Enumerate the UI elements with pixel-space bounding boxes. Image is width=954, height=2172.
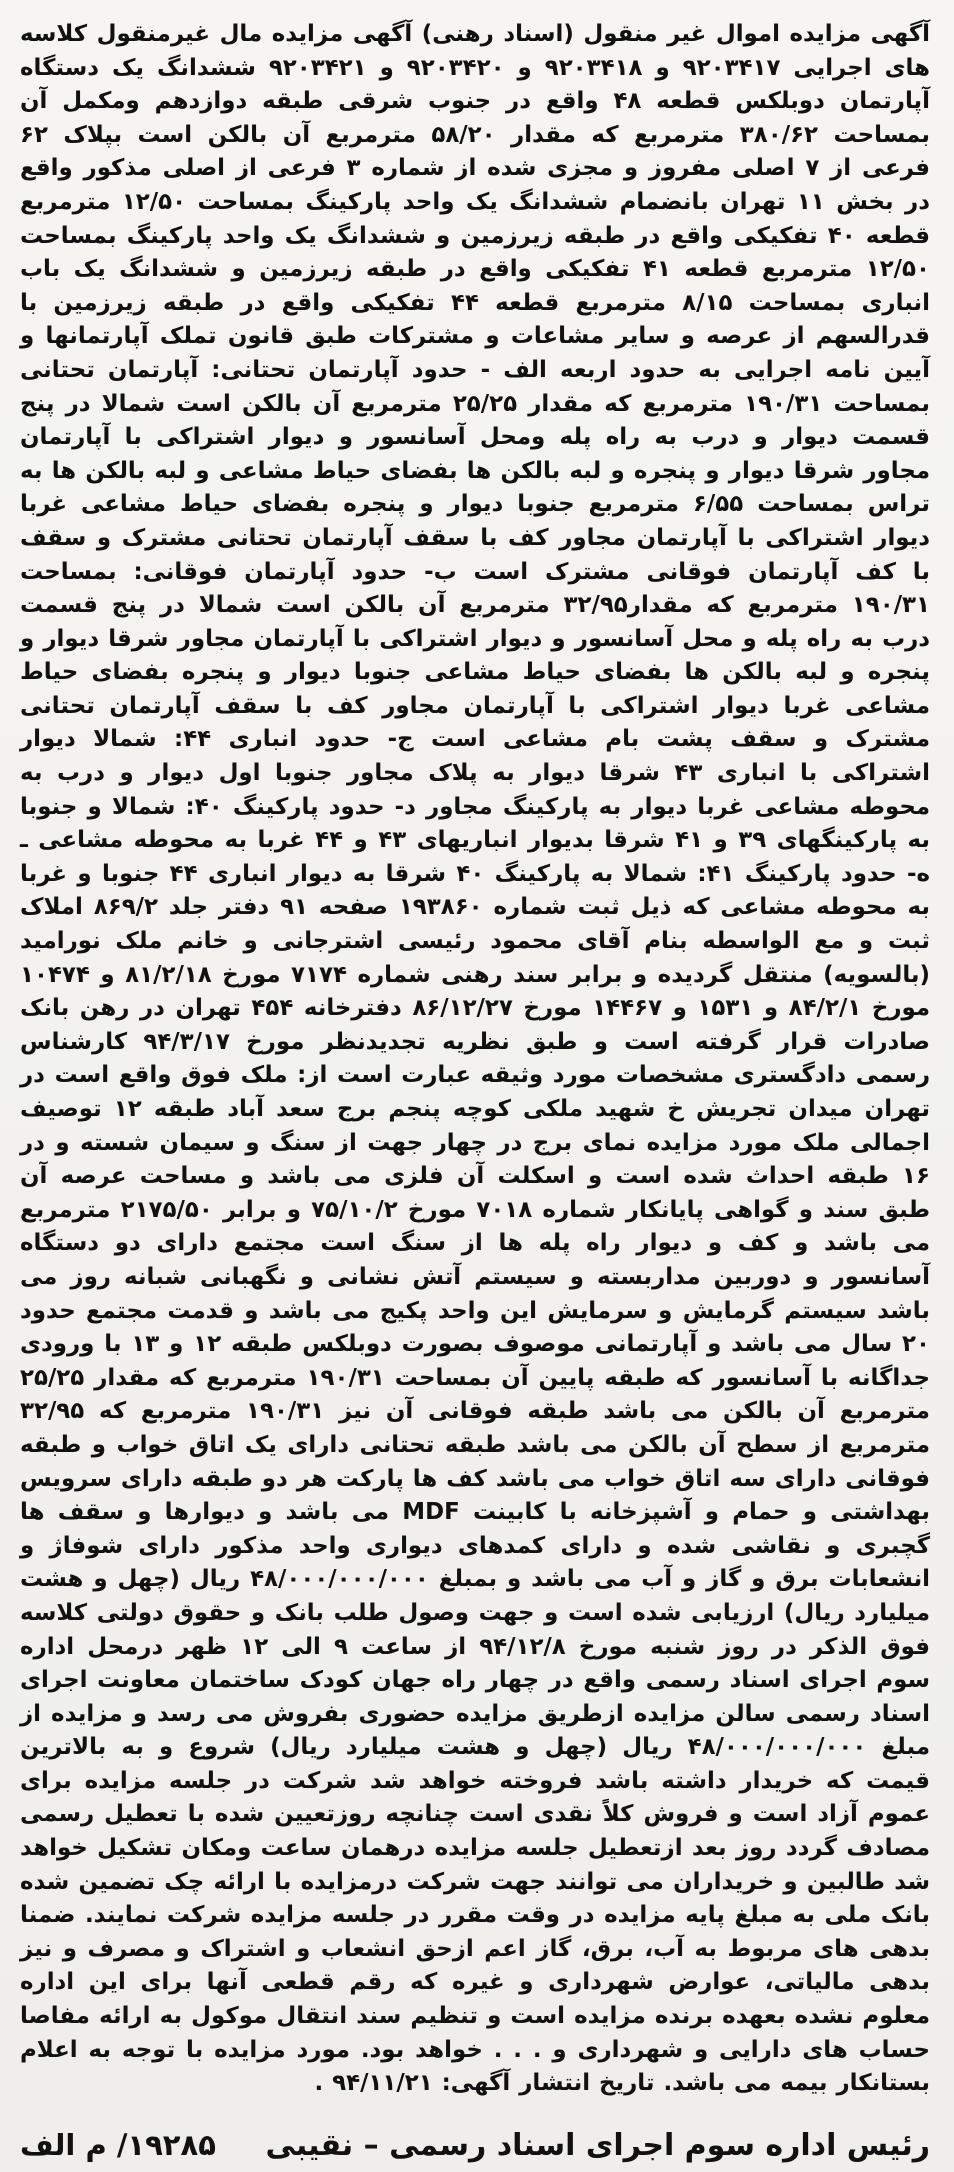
notice-footer bbox=[20, 2125, 930, 2165]
auction-notice-text: آگهی مزایده اموال غیر منقول (اسناد رهنی) آگهی مزایده مال غیرمنقول کلاسه های اجرایی ۹۲۰۳۴۱۷ و ۹۲۰۳۴۱۸ و ۹۲۰۳۴۲۰ و ۹۲۰۳۴۲۱ ششدانگ یک دستگاه آپارتمان دوبلکس قطعه ۴۸ واقع در جنوب شرقی طبقه دوازدهم ومکمل آن بمساحت ۳۸۰/۶۲ مترمربع که مقدار ۵۸/۲۰ مترمربع آن بالکن است بپلاک ۶۲ فرعی از ۷ اصلی مفروز و مجزی شده از شماره ۳ فرعی از اصلی مذکور واقع در بخش ۱۱ تهران بانضمام ششدانگ یک واحد پارکینگ بمساحت ۱۲/۵۰ مترمربع قطعه ۴۰ تفکیکی واقع در طبقه زیرزمین و ششدانگ یک واحد پارکینگ بمساحت ۱۲/۵۰ مترمربع قطعه ۴۱ تفکیکی واقع در طبقه زیرزمین و ششدانگ یک باب انباری بمساحت ۸/۱۵ مترمربع قطعه ۴۴ تفکیکی واقع در طبقه زیرزمین با قدرالسهم از عرصه و سایر مشاعات و مشترکات طبق قانون تملک آپارتمانها و آیین نامه اجرایی به حدود اربعه الف - حدود آپارتمان تحتانی: آپارتمان تحتانی بمساحت ۱۹۰/۳۱ مترمربع که مقدار ۲۵/۲۵ مترمربع آن بالکن است شمالا در پنج قسمت دیوار و درب به راه پله ومحل آسانسور و دیوار اشتراکی با آپارتمان مجاور شرقا دیوار و پنجره و لبه بالکن ها بفضای حیاط مشاعی و لبه بالکن ها به تراس بمساحت ۶/۵۵ مترمربع جنوبا دیوار و پنجره بفضای حیاط مشاعی غربا دیوار اشتراکی با آپارتمان مجاور کف با سقف آپارتمان تحتانی مشترک و سقف با کف آپارتمان فوقانی مشترک است ب- حدود آپارتمان فوقانی: بمساحت ۱۹۰/۳۱ مترمربع که مقدار۳۲/۹۵ مترمربع آن بالکن است شمالا در پنج قسمت درب به راه پله و محل آسانسور و دیوار اشتراکی با آپارتمان مجاور شرقا دیوار و پنجره و لبه بالکن ها بفضای حیاط مشاعی جنوبا دیوار و پنجره بفضای حیاط مشاعی غربا دیوار اشتراکی با آپارتمان مجاور کف با سقف آپارتمان تحتانی مشترک و سقف پشت بام مشاعی است ج- حدود انباری ۴۴: شمالا دیوار اشتراکی با انباری ۴۳ شرقا دیوار به پلاک مجاور جنوبا اول دیوار و درب به محوطه مشاعی غربا دیوار به پارکینگ مجاور د- حدود پارکینگ ۴۰: شمالا و جنوبا به پارکینگهای ۳۹ و ۴۱ شرقا بدیوار انباریهای ۴۳ و ۴۴ غربا به محوطه مشاعی ـ ه- حدود پارکینگ ۴۱: شمالا به پارکینگ ۴۰ شرقا به دیوار انباری ۴۴ جنوبا و غربا به محوطه مشاعی که ذیل ثبت شماره ۱۹۳۸۶۰ صفحه ۹۱ دفتر جلد ۸۶۹/۲ املاک ثبت و مع الواسطه بنام آقای محمود رئیسی اشترجانی و خانم ملک نورامید (بالسویه) منتقل گردیده و برابر سند رهنی شماره ۷۱۷۴ مورخ ۸۱/۲/۱۸ و ۱۰۴۷۴ مورخ ۸۴/۲/۱ و ۱۵۳۱ و ۱۴۴۶۷ مورخ ۸۶/۱۲/۲۷ دفترخانه ۴۵۴ تهران در رهن بانک صادرات قرار گرفته است و طبق نظریه تجدیدنظر مورخ ۹۴/۳/۱۷ کارشناس رسمی دادگستری مشخصات مورد وثیقه عبارت است از: ملک فوق واقع است در تهران میدان تجریش خ شهید ملکی کوچه پنجم برج سعد آباد طبقه ۱۲ توصیف اجمالی ملک مورد مزایده نمای برج در چهار جهت از سنگ و سیمان شسته و در ۱۶ طبقه احداث شده است و اسکلت آن فلزی می باشد و مساحت عرصه آن طبق سند و گواهی پایانکار شماره ۷۰۱۸ مورخ ۷۵/۱۰/۲ و برابر ۲۱۷۵/۵۰ مترمربع می باشد و کف و دیوار راه پله ها از سنگ است مجتمع دارای دو دستگاه آسانسور و دوربین مداربسته و سیستم آتش نشانی و نگهبانی شبانه روز می باشد سیستم گرمایش و سرمایش این واحد پکیج می باشد و قدمت مجتمع حدود ۲۰ سال می باشد و آپارتمانی موصوف بصورت دوبلکس طبقه ۱۲ و ۱۳ با ورودی جداگانه با آسانسور که طبقه پایین آن بمساحت ۱۹۰/۳۱ مترمربع که مقدار ۲۵/۲۵ مترمربع آن بالکن می باشد طبقه فوقانی آن نیز ۱۹۰/۳۱ مترمربع که ۳۲/۹۵ مترمربع از سطح آن بالکن می باشد طبقه تحتانی دارای یک اتاق خواب و طبقه فوقانی دارای سه اتاق خواب می باشد کف ها پارکت هر دو طبقه دارای سرویس بهداشتی و حمام و آشپزخانه با کابینت MDF می باشد و دیوارها و سقف ها گچبری و نقاشی شده و دارای کمدهای دیواری واحد مذکور دارای شوفاژ و انشعابات برق و گاز و آب می باشد و بمبلغ ۴۸/۰۰۰/۰۰۰/۰۰۰ ریال (چهل و هشت میلیارد ریال) ارزیابی شده است و جهت وصول طلب بانک و حقوق دولتی کلاسه فوق الذکر در روز شنبه مورخ ۹۴/۱۲/۸ از ساعت ۹ الی ۱۲ ظهر درمحل اداره سوم اجرای اسناد رسمی واقع در چهار راه جهان کودک ساختمان معاونت اجرای اسناد رسمی سالن مزایده ازطریق مزایده حضوری بفروش می رسد و مزایده از مبلغ ۴۸/۰۰۰/۰۰۰/۰۰۰ ریال (چهل و هشت میلیارد ریال) شروع و به بالاترین قیمت که خریدار داشته باشد فروخته خواهد شد شرکت در جلسه مزایده برای عموم آزاد است و فروش کلاً نقدی است چنانچه روزتعیین شده با تعطیل رسمی مصادف گردد روز بعد ازتعطیل جلسه مزایده درهمان ساعت ومکان تشکیل خواهد شد طالبین و خریداران می توانند جهت شرکت درمزایده با ارائه چک تضمین شده بانک ملی به مبلغ پایه مزایده در وقت مقرر در جلسه مزایده شرکت نمایند. ضمنا بدهی های مربوط به آب، برق، گاز اعم ازحق انشعاب و اشتراک و مصرف و نیز بدهی مالیاتی، عوارض شهرداری و غیره که رقم قطعی آنها برای این اداره معلوم نشده بعهده برنده مزایده است و تنظیم سند انتقال موکول به ارائه مفاصا حساب های دارایی و شهرداری و . . . خواهد بود. مورد مزایده با توجه به اعلام بستانکار بیمه می باشد. تاریخ انتشار آگهی: ۹۴/۱۱/۲۱ . bbox=[20, 21, 931, 2097]
signer-line: رئیس اداره سوم اجرای اسناد رسمی – نقیبی bbox=[265, 2127, 930, 2163]
reference-number: ۱۹۲۸۵/ م الف bbox=[20, 2128, 216, 2162]
